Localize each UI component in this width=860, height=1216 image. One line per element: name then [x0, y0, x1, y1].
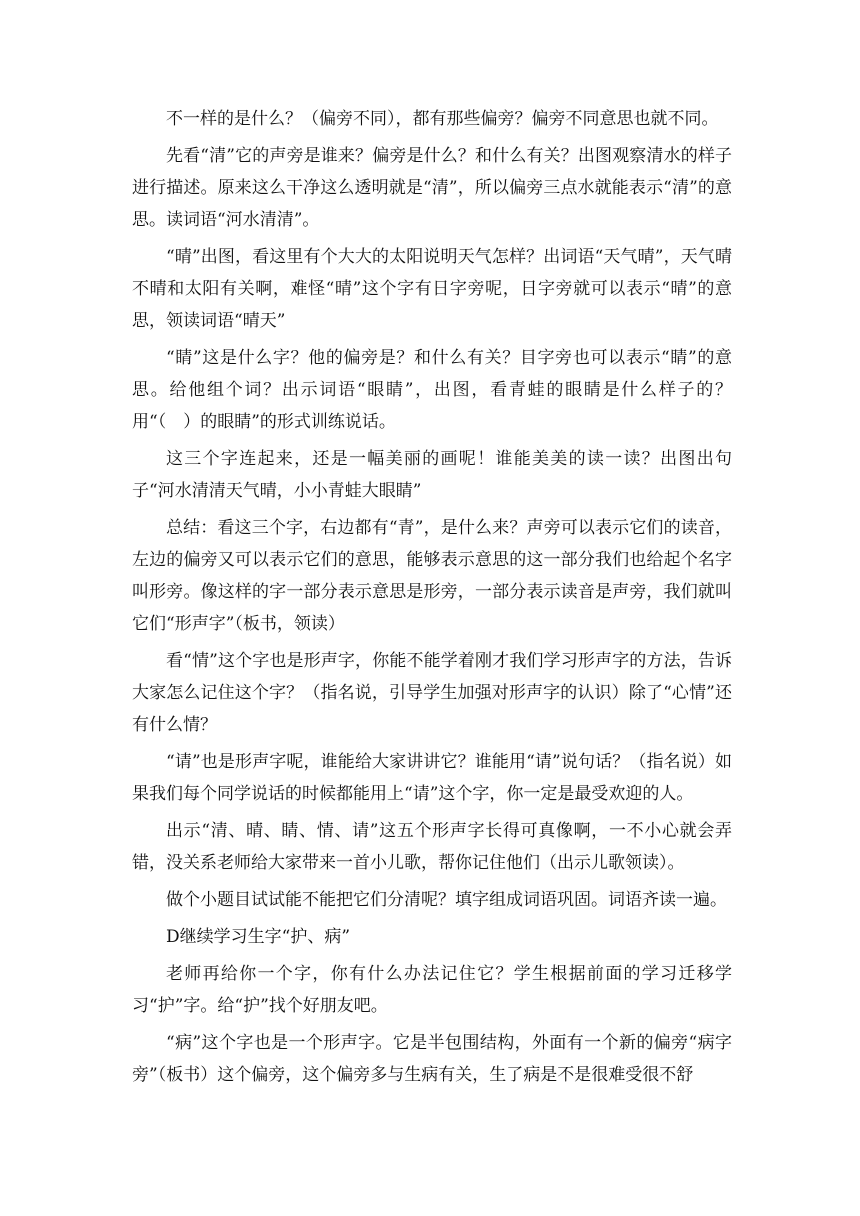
paragraph-11: 老师再给你一个字，你有什么办法记住它？学生根据前面的学习迁移学习“护”字。给“护”找个好朋友吧。: [132, 964, 732, 1016]
paragraph-8: “请”也是形声字呢，谁能给大家讲讲它？谁能用“请”说句话？（指名说）如果我们每个同学说话的时候都能用上“请”这个字，你一定是最受欢迎的人。: [132, 752, 732, 804]
paragraph-5: 这三个字连起来，还是一幅美丽的画呢！谁能美美的读一读？出图出句子“河水清清天气晴，小小青蛙大眼睛”: [132, 449, 732, 501]
document-body: [132, 103, 732, 1096]
section-heading: D继续学习生字“护、病”: [166, 927, 351, 947]
paragraph-10: 做个小题目试试能不能把它们分清呢？填字组成词语巩固。词语齐读一遍。: [166, 890, 727, 910]
paragraph-7: 看“情”这个字也是形声字，你能不能学着刚才我们学习形声字的方法，告诉大家怎么记住这个字？（指名说，引导学生加强对形声字的认识）除了“心情”还有什么情？: [132, 651, 732, 735]
paragraph-4: “睛”这是什么字？他的偏旁是？和什么有关？目字旁也可以表示“睛”的意思。给他组个词？出示词语“眼睛”，出图，看青蛙的眼睛是什么样子的？用“（ ）的眼睛”的形式训练说话。: [132, 348, 732, 432]
paragraph-3: “晴”出图，看这里有个大大的太阳说明天气怎样？出词语“天气晴”，天气晴不晴和太阳有关啊，难怪“晴”这个字有日字旁呢，日字旁就可以表示“晴”的意思，领读词语“晴天”: [132, 247, 732, 331]
paragraph-9: 出示“清、晴、睛、情、请”这五个形声字长得可真像啊，一不小心就会弄错，没关系老师给大家带来一首小儿歌，帮你记住他们（出示儿歌领读）。: [132, 821, 732, 873]
paragraph-1: 不一样的是什么？（偏旁不同），都有那些偏旁？偏旁不同意思也就不同。: [166, 109, 719, 129]
paragraph-6: 总结：看这三个字，右边都有“青”，是什么来？声旁可以表示它们的读音，左边的偏旁又可以表示它们的意思，能够表示意思的这一部分我们也给起个名字叫形旁。像这样的字一部分表示意思是形旁，一部分表示读音是声旁，我们就叫它们“形声字”（板书，领读）: [132, 518, 732, 634]
paragraph-12: “病”这个字也是一个形声字。它是半包围结构，外面有一个新的偏旁“病字旁”（板书）这个偏旁，这个偏旁多与生病有关，生了病是不是很难受很不舒: [132, 1033, 732, 1085]
paragraph-2: 先看“清”它的声旁是谁来？偏旁是什么？和什么有关？出图观察清水的样子进行描述。原来这么干净这么透明就是“清”，所以偏旁三点水就能表示“清”的意思。读词语“河水清清”。: [132, 146, 732, 230]
